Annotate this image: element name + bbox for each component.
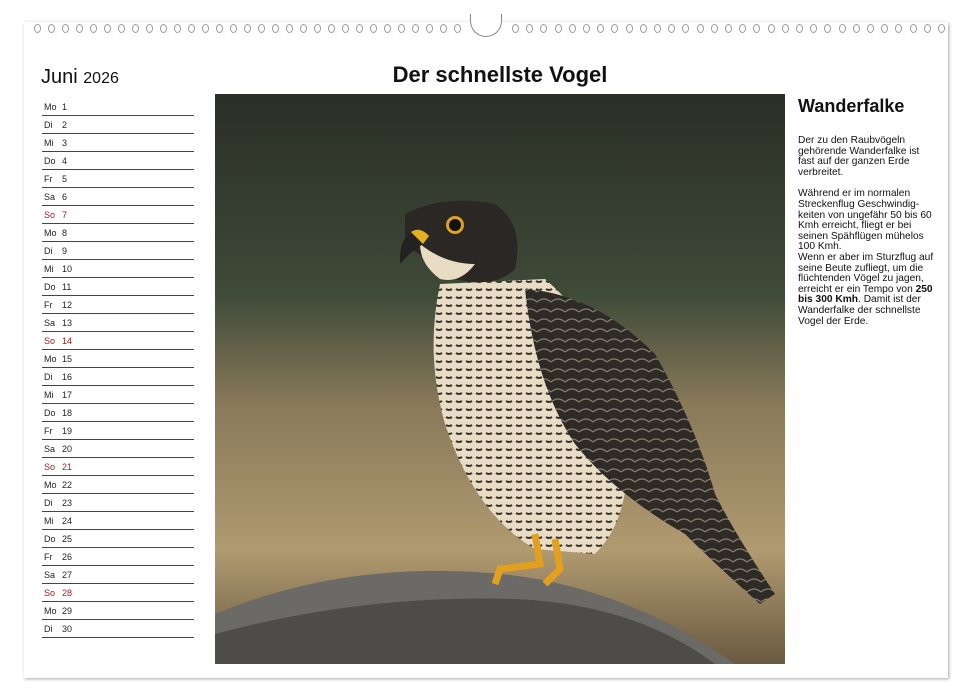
binding-hole xyxy=(739,24,746,33)
weekday: So xyxy=(44,588,56,598)
speed-highlight: 250 bis 300 Kmh xyxy=(798,283,933,306)
day-row xyxy=(42,314,194,332)
day-number: 26 xyxy=(62,552,73,562)
day-number: 2 xyxy=(62,120,68,130)
binding-hole xyxy=(90,24,97,33)
day-number: 1 xyxy=(62,102,68,112)
day-row xyxy=(42,440,194,458)
binding-hole xyxy=(328,24,335,33)
day-number: 13 xyxy=(62,318,73,328)
day-number: 11 xyxy=(62,282,72,292)
text: Wenn er aber im Sturzflug auf seine Beute zufliegt, um die flüchtenden Vögel zu jagen, erreicht er ein Tempo von xyxy=(798,251,934,295)
weekday: So xyxy=(44,336,56,346)
weekday: Fr xyxy=(44,174,53,184)
weekday: Mo xyxy=(44,480,57,490)
weekday: Do xyxy=(44,282,56,292)
day-number: 19 xyxy=(62,426,73,436)
day-row xyxy=(42,278,194,296)
day-number: 9 xyxy=(62,246,68,256)
day-row xyxy=(42,494,194,512)
binding-hole xyxy=(540,24,547,33)
day-row xyxy=(42,134,194,152)
binding-hole xyxy=(272,24,279,33)
binding-hole xyxy=(118,24,125,33)
day-row xyxy=(42,260,194,278)
day-row xyxy=(42,620,194,638)
day-row xyxy=(42,422,194,440)
binding-hole xyxy=(454,24,461,33)
day-number: 5 xyxy=(62,174,68,184)
binding-hole xyxy=(711,24,718,33)
day-number: 24 xyxy=(62,516,73,526)
binding-hole xyxy=(626,24,633,33)
binding-hole xyxy=(356,24,363,33)
binding-hole xyxy=(286,24,293,33)
binding-hole xyxy=(597,24,604,33)
weekday: Do xyxy=(44,534,56,544)
day-number: 6 xyxy=(62,192,68,202)
weekday: Fr xyxy=(44,300,53,310)
description-paragraph: Der zu den Raubvögeln gehörende Wanderfalke ist fast auf der ganzen Erde verbreitet. xyxy=(798,135,920,178)
binding-hole xyxy=(104,24,111,33)
day-row xyxy=(42,476,194,494)
binding-hole xyxy=(867,24,874,33)
binding-hole xyxy=(768,24,775,33)
binding-hole xyxy=(839,24,846,33)
day-row xyxy=(42,296,194,314)
binding-hole xyxy=(62,24,69,33)
weekday: Fr xyxy=(44,426,53,436)
day-row xyxy=(42,206,194,224)
binding-hole xyxy=(569,24,576,33)
day-number: 17 xyxy=(62,390,73,400)
weekday: Mi xyxy=(44,390,54,400)
binding-hole xyxy=(682,24,689,33)
binding-hole xyxy=(188,24,195,33)
day-row xyxy=(42,566,194,584)
day-number: 4 xyxy=(62,156,68,166)
binding-hole xyxy=(174,24,181,33)
binding-hole xyxy=(526,24,533,33)
day-number: 15 xyxy=(62,354,73,364)
binding-hole xyxy=(938,24,945,33)
day-list xyxy=(42,98,194,638)
binding-hole xyxy=(426,24,433,33)
binding-hole xyxy=(132,24,139,33)
binding-hole xyxy=(611,24,618,33)
binding-hole xyxy=(697,24,704,33)
binding-hole xyxy=(76,24,83,33)
binding-hole xyxy=(202,24,209,33)
weekday: Fr xyxy=(44,552,53,562)
weekday: Do xyxy=(44,156,56,166)
day-number: 7 xyxy=(62,210,68,220)
month-heading xyxy=(41,66,119,89)
day-row xyxy=(42,224,194,242)
binding-hole xyxy=(555,24,562,33)
binding-hole xyxy=(640,24,647,33)
binding-hole xyxy=(440,24,447,33)
binding-hole xyxy=(300,24,307,33)
binding-hole xyxy=(258,24,265,33)
weekday: Mi xyxy=(44,264,54,274)
day-row xyxy=(42,116,194,134)
binding-hole xyxy=(160,24,167,33)
binding-hole xyxy=(244,24,251,33)
day-row xyxy=(42,98,194,116)
description-paragraph: Während er im normalen Streckenflug Geschwindig-keiten von ungefähr 50 bis 60 Kmh erreicht, fliegt er bei seinen Spähflügen mühelos 100 Kmh. xyxy=(798,188,932,253)
day-row xyxy=(42,548,194,566)
binding-hole xyxy=(853,24,860,33)
day-row xyxy=(42,368,194,386)
month-name: Juni xyxy=(41,66,78,88)
binding-hole xyxy=(824,24,831,33)
binding-hole xyxy=(924,24,931,33)
weekday: So xyxy=(44,210,56,220)
day-row xyxy=(42,152,194,170)
day-row xyxy=(42,512,194,530)
weekday: Mo xyxy=(44,228,57,238)
weekday: Sa xyxy=(44,570,56,580)
day-row xyxy=(42,170,194,188)
day-number: 27 xyxy=(62,570,73,580)
day-number: 23 xyxy=(62,498,73,508)
weekday: Mo xyxy=(44,102,57,112)
description-paragraph xyxy=(798,253,938,327)
species-heading: Wanderfalke xyxy=(798,96,905,116)
binding-hole xyxy=(398,24,405,33)
species-description xyxy=(798,136,938,338)
day-number: 21 xyxy=(62,462,73,472)
weekday: Mo xyxy=(44,354,57,364)
day-number: 10 xyxy=(62,264,73,274)
day-row xyxy=(42,530,194,548)
binding-hole xyxy=(412,24,419,33)
weekday: So xyxy=(44,462,56,472)
binding-hole xyxy=(146,24,153,33)
binding-hole xyxy=(753,24,760,33)
weekday: Sa xyxy=(44,318,56,328)
binding-hole xyxy=(881,24,888,33)
weekday: Mi xyxy=(44,138,54,148)
binding-hole xyxy=(725,24,732,33)
binding-hole xyxy=(314,24,321,33)
day-row xyxy=(42,350,194,368)
day-row xyxy=(42,242,194,260)
binding-hole xyxy=(384,24,391,33)
weekday: Di xyxy=(44,498,53,508)
day-number: 28 xyxy=(62,588,73,598)
binding-hole xyxy=(895,24,902,33)
binding-hole xyxy=(796,24,803,33)
day-row xyxy=(42,404,194,422)
weekday: Sa xyxy=(44,444,56,454)
day-row xyxy=(42,332,194,350)
day-number: 12 xyxy=(62,300,73,310)
binding-hole xyxy=(512,24,519,33)
text: . Damit ist der Wanderfalke der schnellste Vogel der Erde. xyxy=(798,294,921,327)
binding-hole xyxy=(910,24,917,33)
weekday: Di xyxy=(44,120,53,130)
day-row xyxy=(42,602,194,620)
binding-hole xyxy=(654,24,661,33)
page-title: Der schnellste Vogel xyxy=(392,62,608,87)
day-number: 18 xyxy=(62,408,73,418)
weekday: Mi xyxy=(44,516,54,526)
day-number: 30 xyxy=(62,624,73,634)
day-number: 25 xyxy=(62,534,73,544)
weekday: Sa xyxy=(44,192,56,202)
binding-hole xyxy=(216,24,223,33)
binding-hole xyxy=(48,24,55,33)
day-row xyxy=(42,188,194,206)
weekday: Di xyxy=(44,372,53,382)
binding-hole xyxy=(668,24,675,33)
day-row xyxy=(42,386,194,404)
day-number: 14 xyxy=(62,336,73,346)
weekday: Mo xyxy=(44,606,57,616)
weekday: Do xyxy=(44,408,56,418)
binding-hole xyxy=(583,24,590,33)
year: 2026 xyxy=(83,70,119,87)
day-number: 8 xyxy=(62,228,68,238)
binding-hole xyxy=(782,24,789,33)
day-number: 16 xyxy=(62,372,73,382)
day-row xyxy=(42,458,194,476)
binding-hole xyxy=(342,24,349,33)
binding-hole xyxy=(370,24,377,33)
day-number: 29 xyxy=(62,606,73,616)
binding-hole xyxy=(34,24,41,33)
falcon-photo xyxy=(215,94,785,664)
weekday: Di xyxy=(44,246,53,256)
binding-hole xyxy=(230,24,237,33)
day-number: 22 xyxy=(62,480,73,490)
day-row xyxy=(42,584,194,602)
day-number: 20 xyxy=(62,444,73,454)
binding-hole xyxy=(810,24,817,33)
day-number: 3 xyxy=(62,138,68,148)
weekday: Di xyxy=(44,624,53,634)
